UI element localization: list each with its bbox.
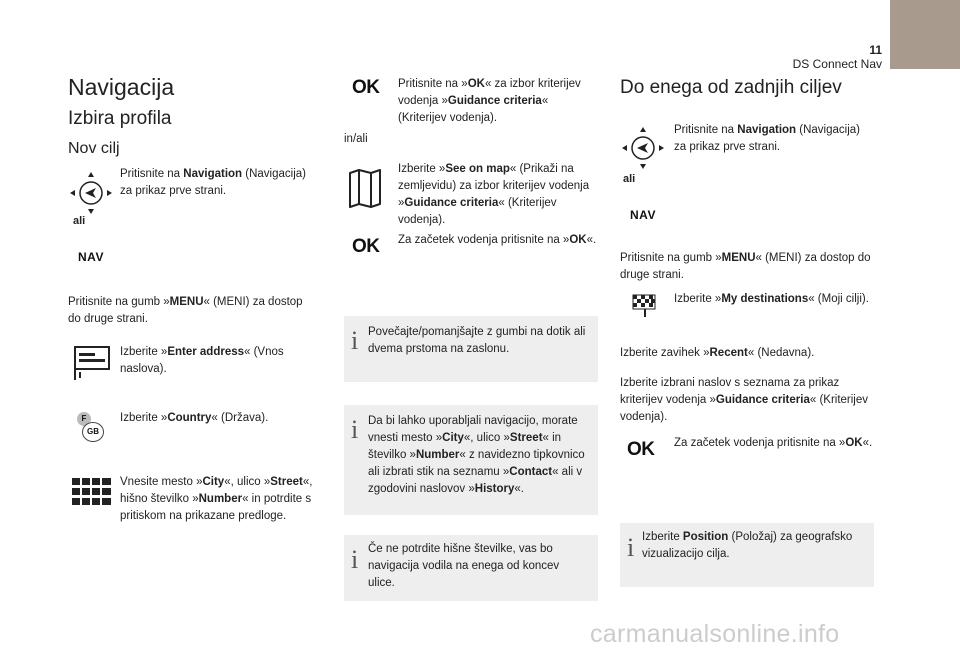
subtitle: Izbira profila xyxy=(68,108,172,129)
info-position-text: Izberite Position (Položaj) za geografsko vizualizacijo cilja. xyxy=(642,531,853,560)
section-tab xyxy=(890,0,960,69)
heading-new-destination: Nov cilj xyxy=(68,140,120,157)
page-number: 11 xyxy=(869,43,882,57)
step-start-guidance-right: Za začetek vodenja pritisnite na »OK«. xyxy=(674,437,873,449)
ok-icon: OK xyxy=(352,77,380,98)
step-enter-city: Vnesite mesto »City«, ulico »Street«, hišno številko »Number« in potrdite s pritiskom na prikazane predloge. xyxy=(120,476,313,522)
info-box-house-number xyxy=(344,535,598,601)
in-ali-label: in/ali xyxy=(344,133,368,145)
recent-destinations-title: Do enega od zadnjih ciljev xyxy=(620,77,842,98)
my-destinations-icon xyxy=(632,293,658,319)
map-icon xyxy=(348,168,382,208)
step-recent-tab: Izberite zavihek »Recent« (Nedavna). xyxy=(620,347,815,359)
info-box-zoom xyxy=(344,316,598,382)
info-house-number-text: Če ne potrdite hišne številke, vas bo navigacija vodila na enega od koncev ulice. xyxy=(368,543,560,589)
watermark: carmanualsonline.info xyxy=(590,620,840,648)
ali-label: ali xyxy=(623,173,636,185)
page-title: Navigacija xyxy=(68,74,175,100)
nav-button-label: NAV xyxy=(630,208,656,222)
address-entry-icon xyxy=(72,344,112,382)
step-enter-address: Izberite »Enter address« (Vnos naslova). xyxy=(120,346,284,375)
section-title: DS Connect Nav xyxy=(792,57,882,71)
step-select-address: Izberite izbrani naslov s seznama za prikaz kriterijev vodenja »Guidance criteria« (Kriterijev vodenja). xyxy=(620,377,869,423)
ok-icon: OK xyxy=(627,439,655,460)
step-press-navigation-right: Pritisnite na Navigation (Navigacija) za prikaz prve strani. xyxy=(674,124,860,153)
step-see-on-map: Izberite »See on map« (Prikaži na zemljevidu) za izbor kriterijev vodenja »Guidance criteria« (Kriterijev vodenja). xyxy=(398,163,590,226)
step-press-navigation: Pritisnite na Navigation (Navigacija) za prikaz prve strani. xyxy=(120,168,306,197)
info-box-requirements xyxy=(344,405,598,515)
info-icon: i xyxy=(351,545,359,574)
flag-gb-badge: GB xyxy=(82,422,104,442)
navigation-control-icon xyxy=(620,125,666,171)
country-icon xyxy=(77,412,107,442)
ok-icon: OK xyxy=(352,236,380,257)
navigation-control-icon xyxy=(68,170,114,216)
step-press-menu: Pritisnite na gumb »MENU« (MENI) za dostop do druge strani. xyxy=(68,296,303,325)
info-icon: i xyxy=(627,533,635,562)
step-country: Izberite »Country« (Država). xyxy=(120,412,269,424)
info-icon: i xyxy=(351,326,359,355)
ali-label: ali xyxy=(73,215,86,227)
step-press-menu-right: Pritisnite na gumb »MENU« (MENI) za dostop do druge strani. xyxy=(620,252,871,281)
info-requirements-text: Da bi lahko uporabljali navigacijo, morate vnesti mesto »City«, ulico »Street« in številko »Number« z navidezno tipkovnico ali izbrati stik na seznamu »Contact« ali v zgodovini naslovov »History«. xyxy=(368,415,585,495)
step-start-guidance: Za začetek vodenja pritisnite na »OK«. xyxy=(398,234,597,246)
keyboard-grid-icon xyxy=(72,476,112,510)
info-box-position xyxy=(620,523,874,587)
step-my-destinations: Izberite »My destinations« (Moji cilji). xyxy=(674,293,869,305)
info-zoom-text: Povečajte/pomanjšajte z gumbi na dotik ali dvema prstoma na zaslonu. xyxy=(368,326,586,355)
nav-button-label: NAV xyxy=(78,250,104,264)
info-icon: i xyxy=(351,415,359,444)
step-press-ok-criteria: Pritisnite na »OK« za izbor kriterijev vodenja »Guidance criteria« (Kriterijev vodenja). xyxy=(398,78,581,124)
flag-f-badge: F xyxy=(77,412,91,426)
